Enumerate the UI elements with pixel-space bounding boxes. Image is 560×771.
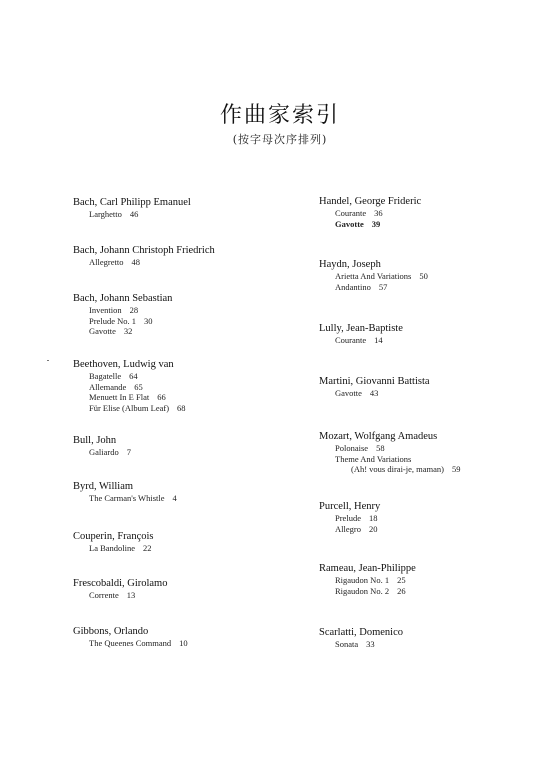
composer-entry <box>73 480 323 504</box>
piece-title: (Ah! vous dirai-je, maman) <box>351 464 444 474</box>
piece-title: The Carman's Whistle <box>89 493 165 503</box>
page-number: 20 <box>368 523 378 534</box>
piece-entry <box>73 447 323 458</box>
piece-entry <box>73 326 323 337</box>
composer-entry <box>73 196 323 220</box>
piece-title: Rigaudon No. 1 <box>335 575 390 585</box>
composer-entry <box>73 244 323 268</box>
piece-entry <box>319 454 560 465</box>
composer-entry <box>319 195 560 229</box>
piece-entry <box>319 443 560 454</box>
composer-name: Frescobaldi, Girolamo <box>73 578 168 589</box>
piece-entry <box>319 388 560 399</box>
page-number: 66 <box>157 392 166 402</box>
composer-entry <box>319 258 560 292</box>
composer-name: Rameau, Jean-Philippe <box>319 563 416 574</box>
page-number: 58 <box>376 443 385 453</box>
composer-name: Martini, Giovanni Battista <box>319 376 430 387</box>
piece-entry <box>319 282 560 293</box>
piece-title: Courante <box>335 335 367 345</box>
page-number: 39 <box>371 218 381 229</box>
stray-mark <box>47 360 49 361</box>
composer-entry <box>73 358 323 413</box>
composer-name: Gibbons, Orlando <box>73 626 149 637</box>
composer-name: Scarlatti, Domenico <box>319 627 403 638</box>
piece-entry <box>319 335 560 346</box>
piece-title: Menuett In E Flat <box>89 392 150 402</box>
piece-title: Andantino <box>335 281 371 292</box>
piece-title: Bagatelle <box>89 371 122 381</box>
page-number: 13 <box>126 590 136 600</box>
piece-title: Allegro <box>335 523 361 534</box>
piece-entry <box>319 639 560 650</box>
composer-name: Haydn, Joseph <box>319 259 381 270</box>
composer-entry <box>73 530 323 554</box>
page-number: 32 <box>123 326 133 336</box>
page-number: 33 <box>366 639 375 649</box>
page-number: 64 <box>129 371 138 381</box>
page-number: 22 <box>143 543 152 553</box>
page-title: 作曲家索引 <box>219 103 340 128</box>
page-number: 28 <box>129 305 139 315</box>
piece-title: Für Elise (Album Leaf) <box>89 402 170 413</box>
composer-name: Beethoven, Ludwig van <box>73 359 174 370</box>
composer-entry <box>73 434 323 458</box>
piece-title: Gavotte <box>335 388 362 398</box>
composer-name: Purcell, Henry <box>319 501 381 512</box>
page-number: 10 <box>179 638 188 648</box>
composer-name: Bull, John <box>73 435 117 446</box>
piece-entry <box>73 371 323 382</box>
composer-name: Bach, Johann Christoph Friedrich <box>73 245 215 256</box>
composer-entry <box>319 562 560 596</box>
piece-entry <box>73 403 323 414</box>
page-number: 36 <box>374 208 383 218</box>
composer-entry <box>73 625 323 649</box>
composer-entry <box>319 375 560 399</box>
piece-entry <box>319 219 560 230</box>
piece-title: Polonaise <box>335 443 369 453</box>
piece-entry <box>73 543 323 554</box>
page-number: 48 <box>131 257 140 267</box>
piece-entry <box>319 208 560 219</box>
composer-entry <box>319 500 560 534</box>
piece-entry <box>73 590 323 601</box>
page-number: 46 <box>129 209 139 219</box>
composer-entry <box>73 292 323 337</box>
piece-title: Allegretto <box>89 257 124 267</box>
page-number: 7 <box>126 447 131 457</box>
page-number: 59 <box>452 464 461 474</box>
composer-entry <box>73 577 323 601</box>
page-number: 25 <box>397 575 406 585</box>
piece-entry <box>319 513 560 524</box>
piece-entry <box>319 464 560 475</box>
composer-name: Bach, Johann Sebastian <box>73 293 173 304</box>
page-number: 4 <box>172 493 177 503</box>
piece-title: Larghetto <box>89 209 122 219</box>
piece-title: The Queenes Command <box>89 638 172 648</box>
piece-entry <box>319 575 560 586</box>
page-number: 43 <box>369 388 379 398</box>
piece-entry <box>319 524 560 535</box>
piece-title: Allemande <box>89 381 127 392</box>
composer-name: Mozart, Wolfgang Amadeus <box>319 431 438 442</box>
piece-entry <box>73 392 323 403</box>
piece-title: La Bandoline <box>89 543 136 553</box>
composer-entry <box>319 430 560 475</box>
composer-name: Handel, George Frideric <box>319 196 422 207</box>
page-number: 57 <box>378 281 388 292</box>
piece-title: Gavotte <box>335 218 364 229</box>
piece-entry <box>73 382 323 393</box>
composer-name: Byrd, William <box>73 481 134 492</box>
piece-entry <box>73 638 323 649</box>
page-number: 14 <box>374 335 383 345</box>
page-number: 68 <box>177 402 186 413</box>
page-number: 65 <box>134 381 143 392</box>
page-number: 18 <box>368 513 378 523</box>
page-subtitle: (按字母次序排列) <box>232 133 328 146</box>
piece-title: Sonata <box>335 639 359 649</box>
piece-entry <box>73 316 323 327</box>
piece-title: Prelude No. 1 <box>89 315 136 326</box>
composer-name: Lully, Jean-Baptiste <box>319 323 403 334</box>
composer-name: Couperin, François <box>73 531 154 542</box>
piece-title: Theme And Variations <box>335 453 412 464</box>
piece-title: Arietta And Variations <box>335 271 412 281</box>
composer-entry <box>319 322 560 346</box>
piece-entry <box>73 305 323 316</box>
page-number: 26 <box>397 585 406 596</box>
piece-title: Galiardo <box>89 447 119 457</box>
composer-name: Bach, Carl Philipp Emanuel <box>73 197 191 208</box>
piece-title: Invention <box>89 305 122 315</box>
piece-title: Courante <box>335 208 367 218</box>
piece-entry <box>319 271 560 282</box>
piece-title: Rigaudon No. 2 <box>335 585 390 596</box>
piece-entry <box>73 257 323 268</box>
piece-title: Corrente <box>89 590 119 600</box>
piece-title: Prelude <box>335 513 361 523</box>
piece-entry <box>73 209 323 220</box>
piece-title: Gavotte <box>89 326 116 336</box>
page-number: 30 <box>143 315 153 326</box>
piece-entry <box>73 493 323 504</box>
composer-entry <box>319 626 560 650</box>
piece-entry <box>319 586 560 597</box>
page-number: 50 <box>419 271 428 281</box>
